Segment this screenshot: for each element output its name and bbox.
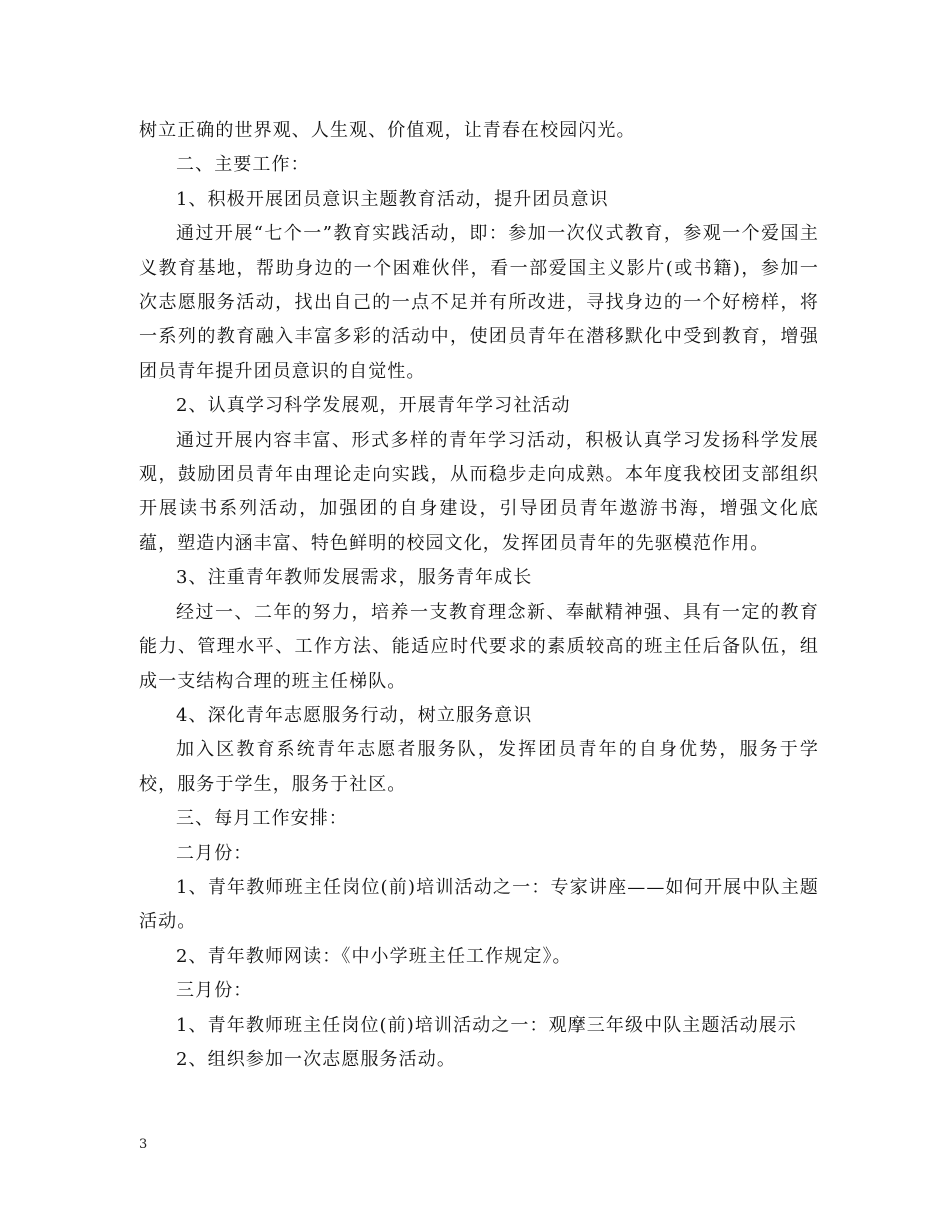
list-item: 2、组织参加一次志愿服务活动。 (176, 1048, 456, 1070)
month-heading: 三月份： (176, 980, 253, 1002)
item-heading: 4、深化青年志愿服务行动，树立服务意识 (176, 704, 533, 726)
month-heading: 二月份： (176, 842, 253, 864)
paragraph: 树立正确的世界观、人生观、价值观，让青春在校园闪光。 (139, 120, 636, 141)
page-number: 3 (139, 1137, 148, 1152)
section-heading: 三、每月工作安排： (176, 808, 348, 830)
paragraph: 经过一、二年的努力，培养一支教育理念新、奉献精神强、具有一定的教育能力、管理水平、工作方法、能适应时代要求的素质较高的班主任后备队伍，组成一支结构合理的班主任梯队。 (139, 601, 819, 692)
item-heading: 2、认真学习科学发展观，开展青年学习社活动 (176, 395, 571, 417)
list-item: 1、青年教师班主任岗位(前)培训活动之一：观摩三年级中队主题活动展示 (176, 1014, 797, 1036)
section-heading: 二、主要工作： (176, 154, 310, 176)
item-heading: 1、积极开展团员意识主题教育活动，提升团员意识 (176, 188, 609, 210)
document-body (139, 114, 819, 1077)
paragraph: 通过开展“七个一”教育实践活动，即：参加一次仪式教育，参观一个爱国主义教育基地，帮助身边的一个困难伙伴，看一部爱国主义影片(或书籍)，参加一次志愿服务活动，找出自己的一点不足并有所改进，寻找身边的一个好榜样，将一系列的教育融入丰富多彩的活动中，使团员青年在潜移默化中受到教育，增强团员青年提升团员意识的自觉性。 (139, 223, 819, 382)
paragraph: 通过开展内容丰富、形式多样的青年学习活动，积极认真学习发扬科学发展观，鼓励团员青年由理论走向实践，从而稳步走向成熟。本年度我校团支部组织开展读书系列活动，加强团的自身建设，引导团员青年遨游书海，增强文化底蕴，塑造内涵丰富、特色鲜明的校园文化，发挥团员青年的先驱模范作用。 (139, 429, 819, 554)
item-heading: 3、注重青年教师发展需求，服务青年成长 (176, 567, 533, 589)
list-item: 2、青年教师网读：《中小学班主任工作规定》。 (176, 945, 572, 967)
list-item: 1、青年教师班主任岗位(前)培训活动之一：专家讲座——如何开展中队主题活动。 (139, 876, 819, 933)
paragraph: 加入区教育系统青年志愿者服务队，发挥团员青年的自身优势，服务于学校，服务于学生，服务于社区。 (139, 739, 819, 795)
